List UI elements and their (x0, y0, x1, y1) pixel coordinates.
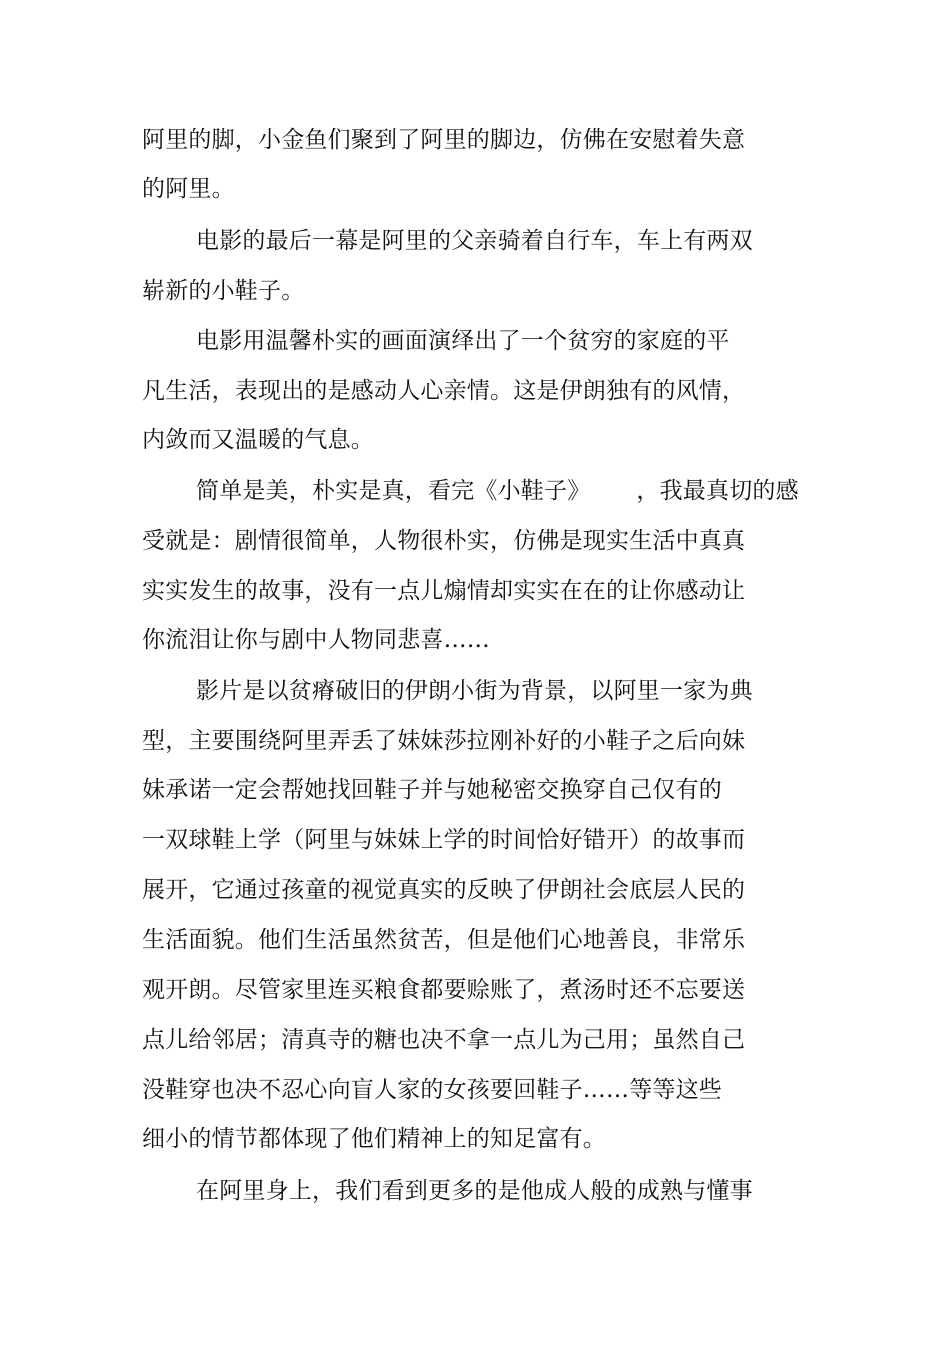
text-line: 电影的最后一幕是阿里的父亲骑着自行车，车上有两双 (196, 228, 753, 254)
text-line: 影片是以贫瘠破旧的伊朗小街为背景，以阿里一家为典 (196, 678, 753, 704)
text-line: 一双球鞋上学（阿里与妹妹上学的时间恰好错开）的故事而 (142, 827, 746, 853)
text-line: 细小的情节都体现了他们精神上的知足富有。 (142, 1126, 606, 1152)
text-line: 没鞋穿也决不忍心向盲人家的女孩要回鞋子……等等这些 (142, 1077, 722, 1103)
text-line: 实实发生的故事，没有一点儿煽情却实实在在的让你感动让 (142, 578, 746, 604)
text-line: 阿里的脚，小金鱼们聚到了阿里的脚边，仿佛在安慰着失意 (142, 127, 746, 153)
text-line: 在阿里身上，我们看到更多的是他成人般的成熟与懂事 (196, 1178, 753, 1204)
text-line: 妹承诺一定会帮她找回鞋子并与她秘密交换穿自己仅有的 (142, 777, 722, 803)
text-segment: 简单是美，朴实是真，看完《小鞋子》 (196, 478, 591, 504)
text-line: 型，主要围绕阿里弄丢了妹妹莎拉刚补好的小鞋子之后向妹 (142, 728, 746, 754)
text-line: 受就是：剧情很简单，人物很朴实，仿佛是现实生活中真真 (142, 528, 746, 554)
text-line: 的阿里。 (142, 176, 235, 202)
text-line: 点儿给邻居；清真寺的糖也决不拿一点儿为己用；虽然自己 (142, 1027, 746, 1053)
text-line: 崭新的小鞋子。 (142, 278, 305, 304)
text-line: 观开朗。尽管家里连买粮食都要赊账了，煮汤时还不忘要送 (142, 977, 746, 1003)
text-line: 生活面貌。他们生活虽然贫苦，但是他们心地善良，非常乐 (142, 927, 746, 953)
text-line (196, 476, 799, 506)
text-line: 你流泪让你与剧中人物同悲喜…… (142, 627, 490, 653)
text-line: 电影用温馨朴实的画面演绎出了一个贫穷的家庭的平 (196, 328, 730, 354)
text-line: 展开，它通过孩童的视觉真实的反映了伊朗社会底层人民的 (142, 877, 746, 903)
text-segment: ，我最真切的感 (636, 478, 799, 504)
text-line: 凡生活，表现出的是感动人心亲情。这是伊朗独有的风情， (142, 378, 746, 404)
text-line: 内敛而又温暖的气息。 (142, 427, 374, 453)
